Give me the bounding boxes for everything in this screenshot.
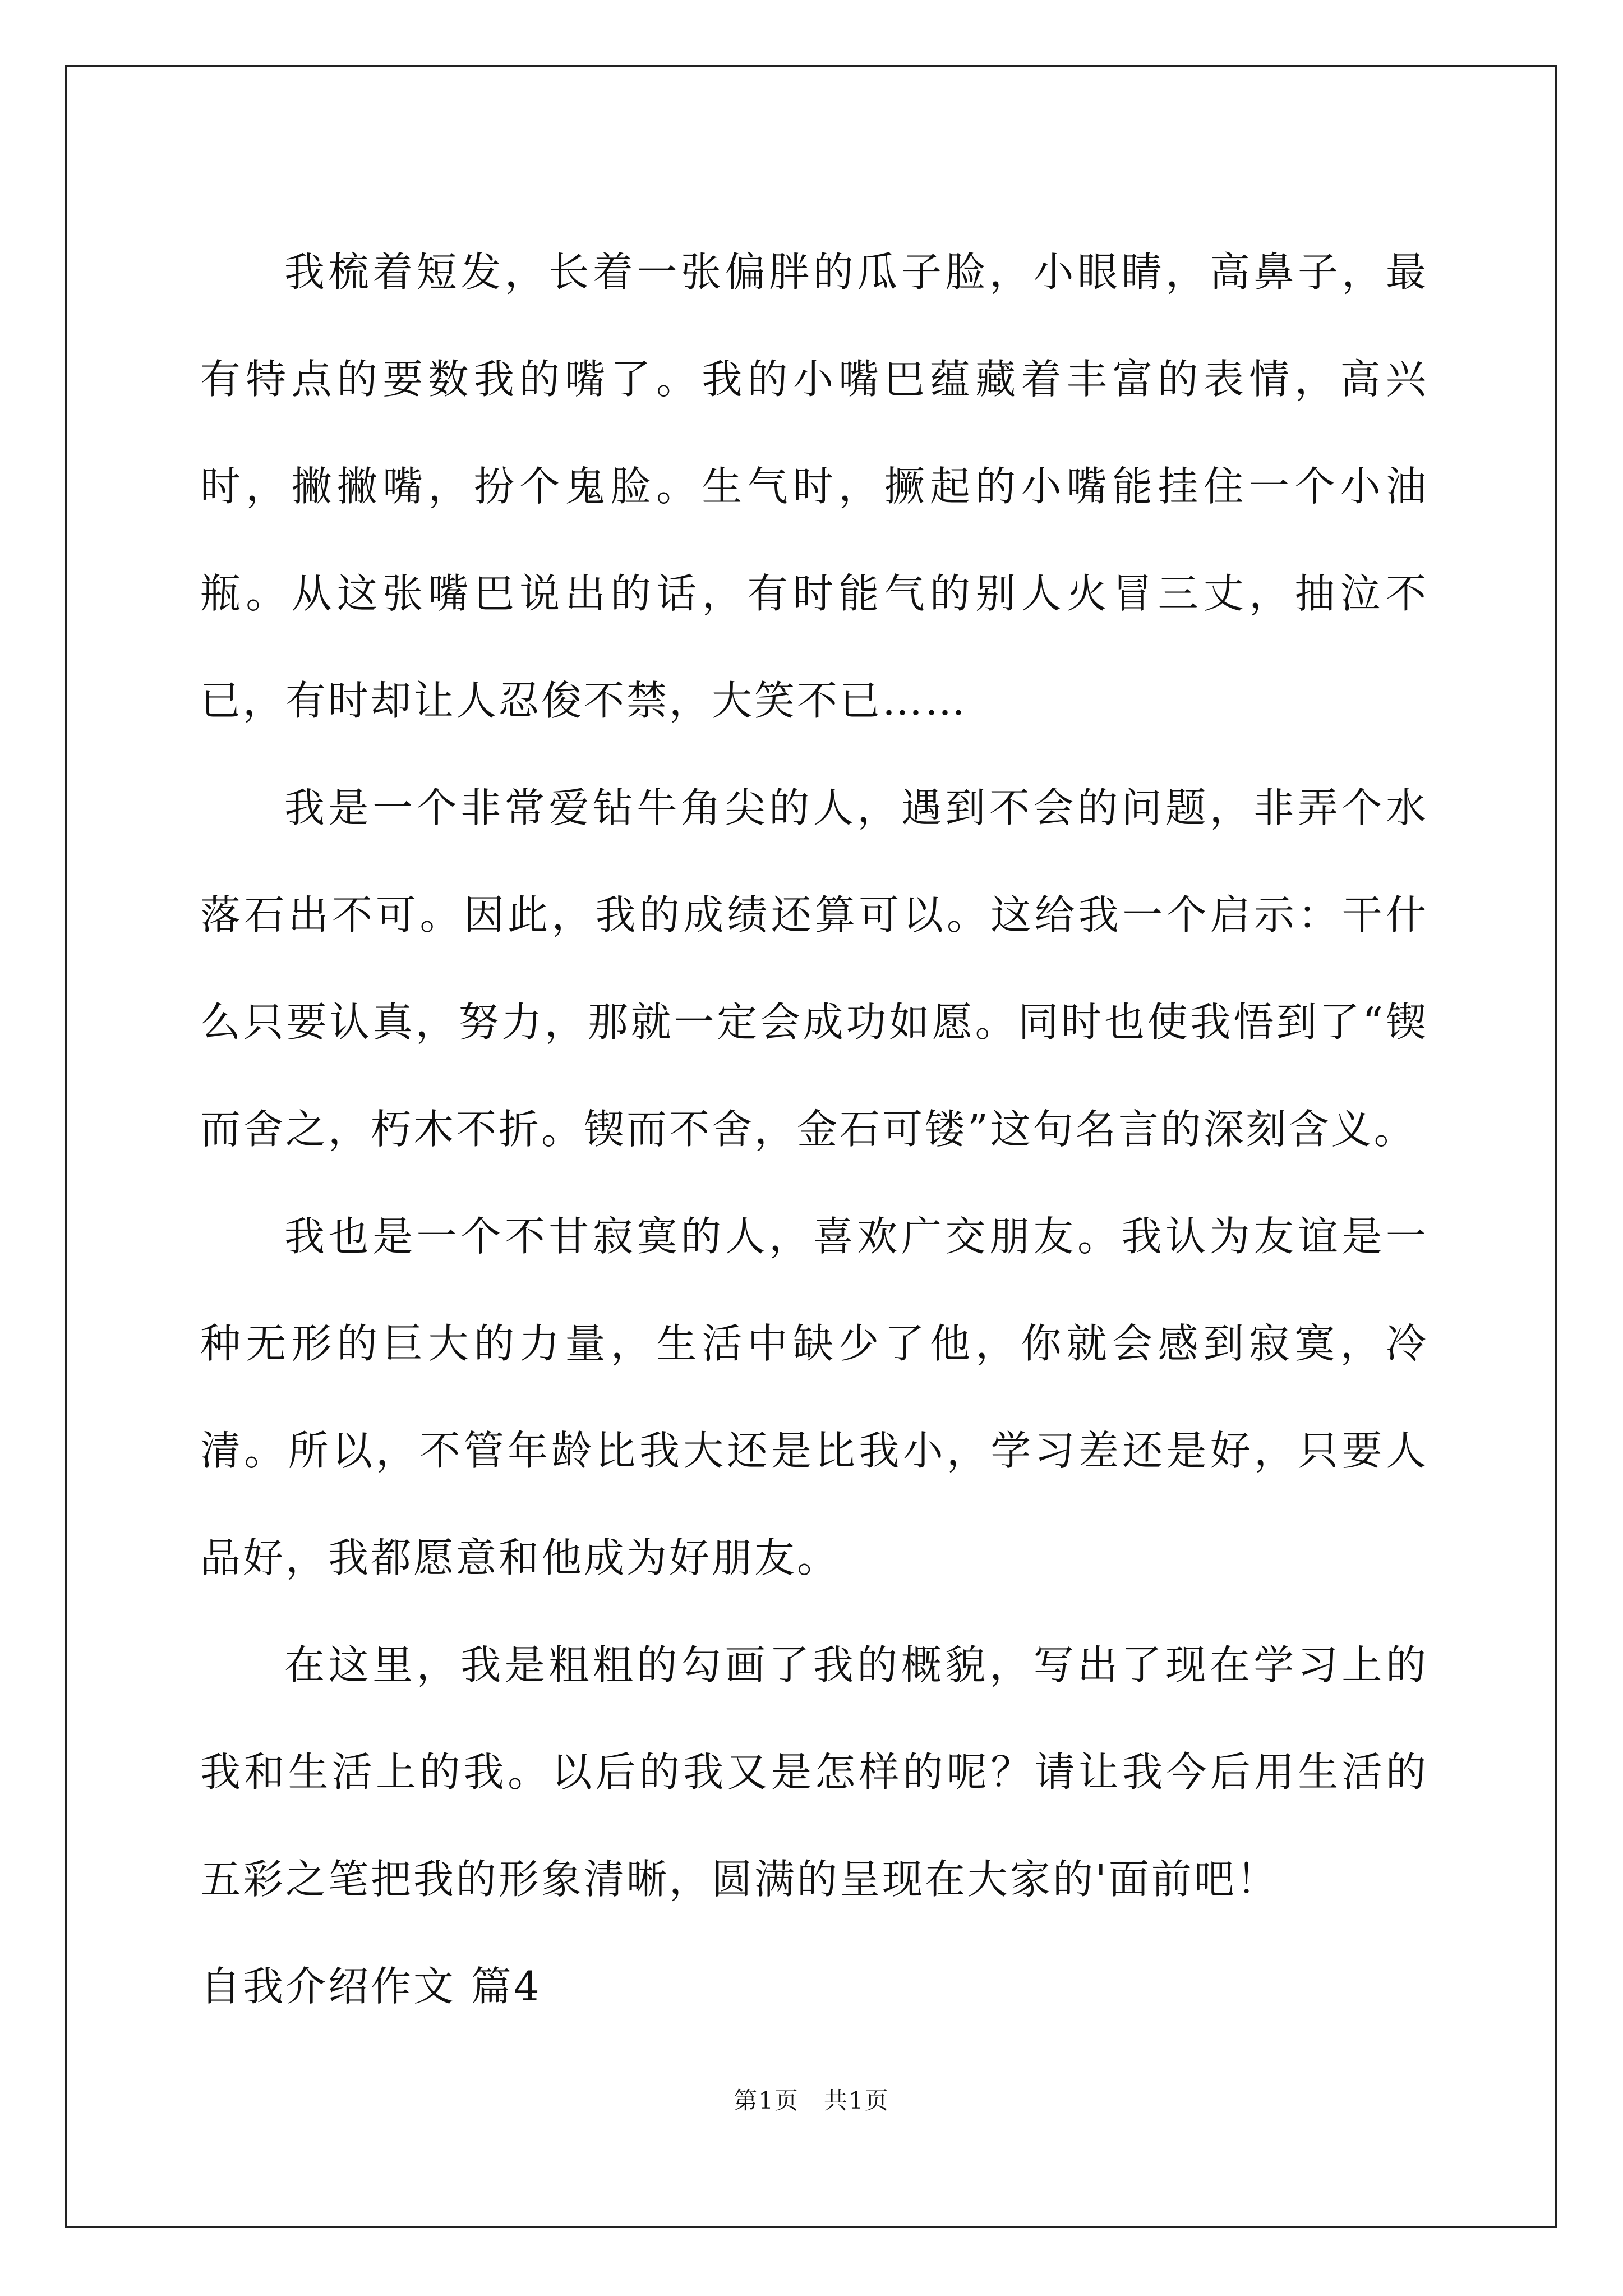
paragraph-friendship: 我也是一个不甘寂寞的人，喜欢广交朋友。我认为友谊是一种无形的巨大的力量，生活中缺少了他，你就会感到寂寞，冷清。所以，不管年龄比我大还是比我小，学习差还是好，只要人品好，我都愿意和他成为好朋友。 xyxy=(200,1213,1428,1581)
document-body xyxy=(200,219,1428,2040)
paragraph-appearance: 我梳着短发，长着一张偏胖的瓜子脸，小眼睛，高鼻子，最有特点的要数我的嘴了。我的小嘴巴蕴藏着丰富的表情，高兴时，撇撇嘴，扮个鬼脸。生气时，撅起的小嘴能挂住一个小油瓶。从这张嘴巴说出的话，有时能气的别人火冒三丈，抽泣不已，有时却让人忍俊不禁，大笑不已…… xyxy=(200,249,1428,724)
page-footer: 第1页 共1页 xyxy=(734,2087,889,2114)
section-heading: 自我介绍作文 篇4 xyxy=(200,1963,542,2010)
paragraph-persistence: 我是一个非常爱钻牛角尖的人，遇到不会的问题，非弄个水落石出不可。因此，我的成绩还算可以。这给我一个启示：干什么只要认真，努力，那就一定会成功如愿。同时也使我悟到了“锲而舍之，朽木不折。锲而不舍，金石可镂”这句名言的深刻含义。 xyxy=(200,784,1428,1153)
paragraph-conclusion: 在这里，我是粗粗的勾画了我的概貌，写出了现在学习上的我和生活上的我。以后的我又是怎样的呢？请让我今后用生活的五彩之笔把我的形象清晰，圆满的呈现在大家的'面前吧！ xyxy=(200,1641,1428,1903)
